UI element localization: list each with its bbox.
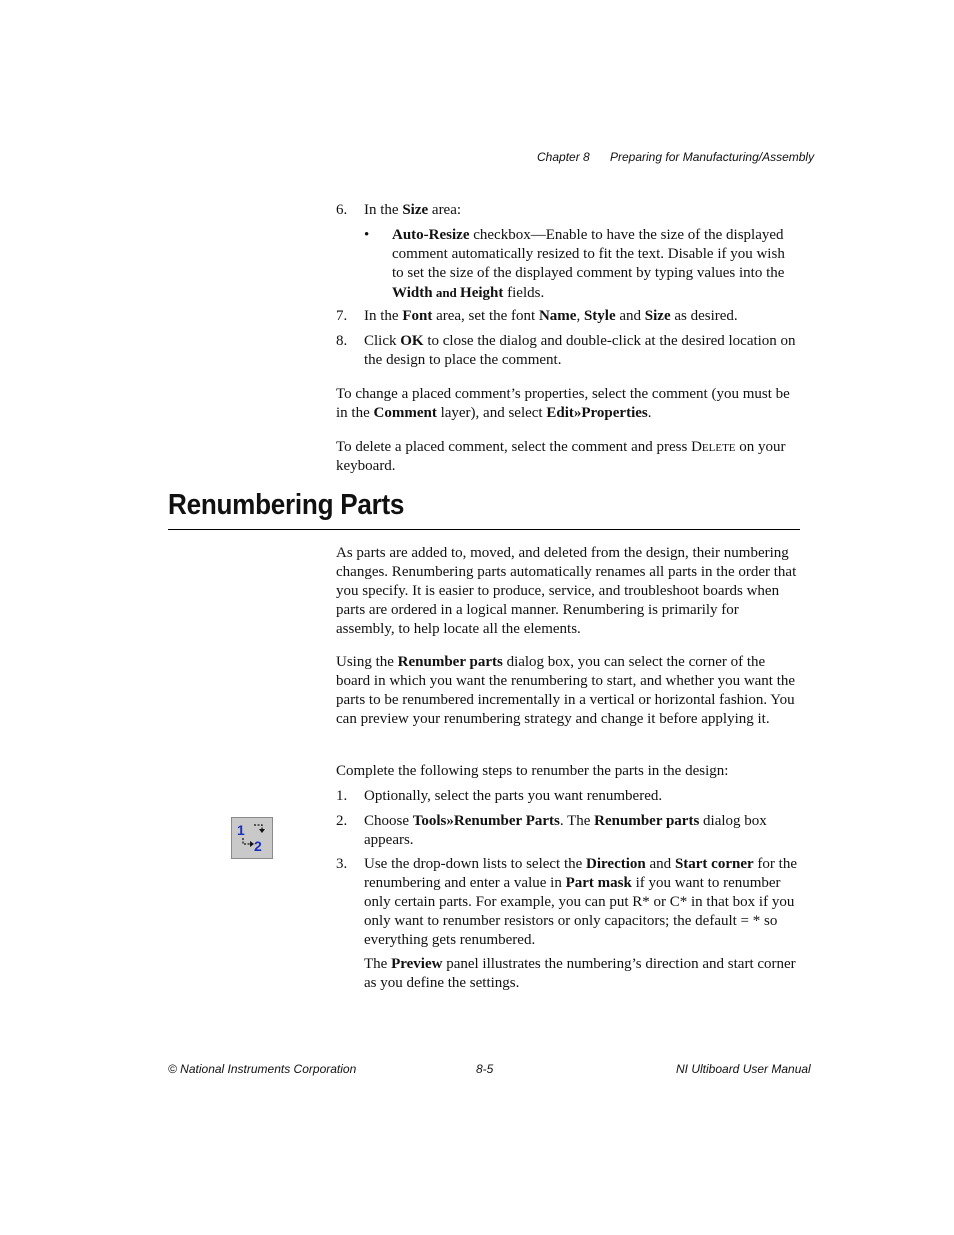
step-number: 3. <box>336 856 348 872</box>
step-text: In the Size area: <box>364 202 462 218</box>
footer-copyright: © National Instruments Corporation <box>168 1062 357 1076</box>
footer-page-number: 8-5 <box>476 1062 494 1076</box>
section-heading: Renumbering Parts <box>168 489 405 521</box>
paragraph-delete-comment: To delete a placed comment, select the comment and press Delete on your keyboard. <box>336 439 786 474</box>
step-number: 8. <box>336 333 348 349</box>
paragraph-dialog: Using the Renumber parts dialog box, you can select the corner of the board in which you want the renumbering to start, and whether you want the parts to be renumbered incrementally in a vertical or horizontal fashion. You can preview your renumbering strategy and change it before applying it. <box>336 654 796 727</box>
paragraph-change-properties: To change a placed comment’s properties, select the comment (you must be in the Comment layer), and select Edit»Properties. <box>336 386 790 421</box>
header-chapter: Chapter 8 <box>537 150 590 164</box>
step-text: Click OK to close the dialog and double-click at the desired location on the design to place the comment. <box>364 333 796 368</box>
icon-digit-bottom: 2 <box>254 838 262 854</box>
paragraph-intro: As parts are added to, moved, and deleted from the design, their numbering changes. Renumbering parts automatically renames all parts in the order that you specify. It is easier to produce, service, and troubleshoot boards when parts are ordered in a logical manner. Renumbering is primarily for assembly, to help locate all the elements. <box>336 545 797 637</box>
key-name: Delete <box>691 439 736 455</box>
step-text: Use the drop-down lists to select the Direction and Start corner for the renumbering and enter a value in Part mask if you want to renumber only certain parts. For example, you can put R* or C* in that box if you only want to renumber resistors or only capacitors; the default = * so everything gets renumbered. <box>364 856 797 948</box>
bullet-icon: • <box>364 227 370 243</box>
step-text: In the Font area, set the font Name, Style and Size as desired. <box>364 308 738 324</box>
footer-manual-title: NI Ultiboard User Manual <box>676 1062 811 1076</box>
heading-rule <box>168 529 800 530</box>
step-number: 2. <box>336 813 348 829</box>
paragraph-preview-note: The Preview panel illustrates the numbering’s direction and start corner as you define the settings. <box>364 956 796 991</box>
step-text: Choose Tools»Renumber Parts. The Renumber parts dialog box appears. <box>364 813 767 848</box>
renumber-parts-icon <box>231 817 273 859</box>
paragraph-complete-steps: Complete the following steps to renumber the parts in the design: <box>336 763 729 779</box>
step-number: 7. <box>336 308 348 324</box>
icon-digit-top: 1 <box>237 822 245 838</box>
bullet-text: Auto-Resize checkbox—Enable to have the size of the displayed comment automatically resized to fit the text. Disable if you wish to set the size of the displayed comment by typing values into the Width and Height fields. <box>392 227 785 301</box>
renumber-icon-graphic <box>232 818 272 858</box>
step-text: Optionally, select the parts you want renumbered. <box>364 788 663 804</box>
header-title: Preparing for Manufacturing/Assembly <box>610 150 815 164</box>
step-number: 1. <box>336 788 348 804</box>
step-number: 6. <box>336 202 348 218</box>
